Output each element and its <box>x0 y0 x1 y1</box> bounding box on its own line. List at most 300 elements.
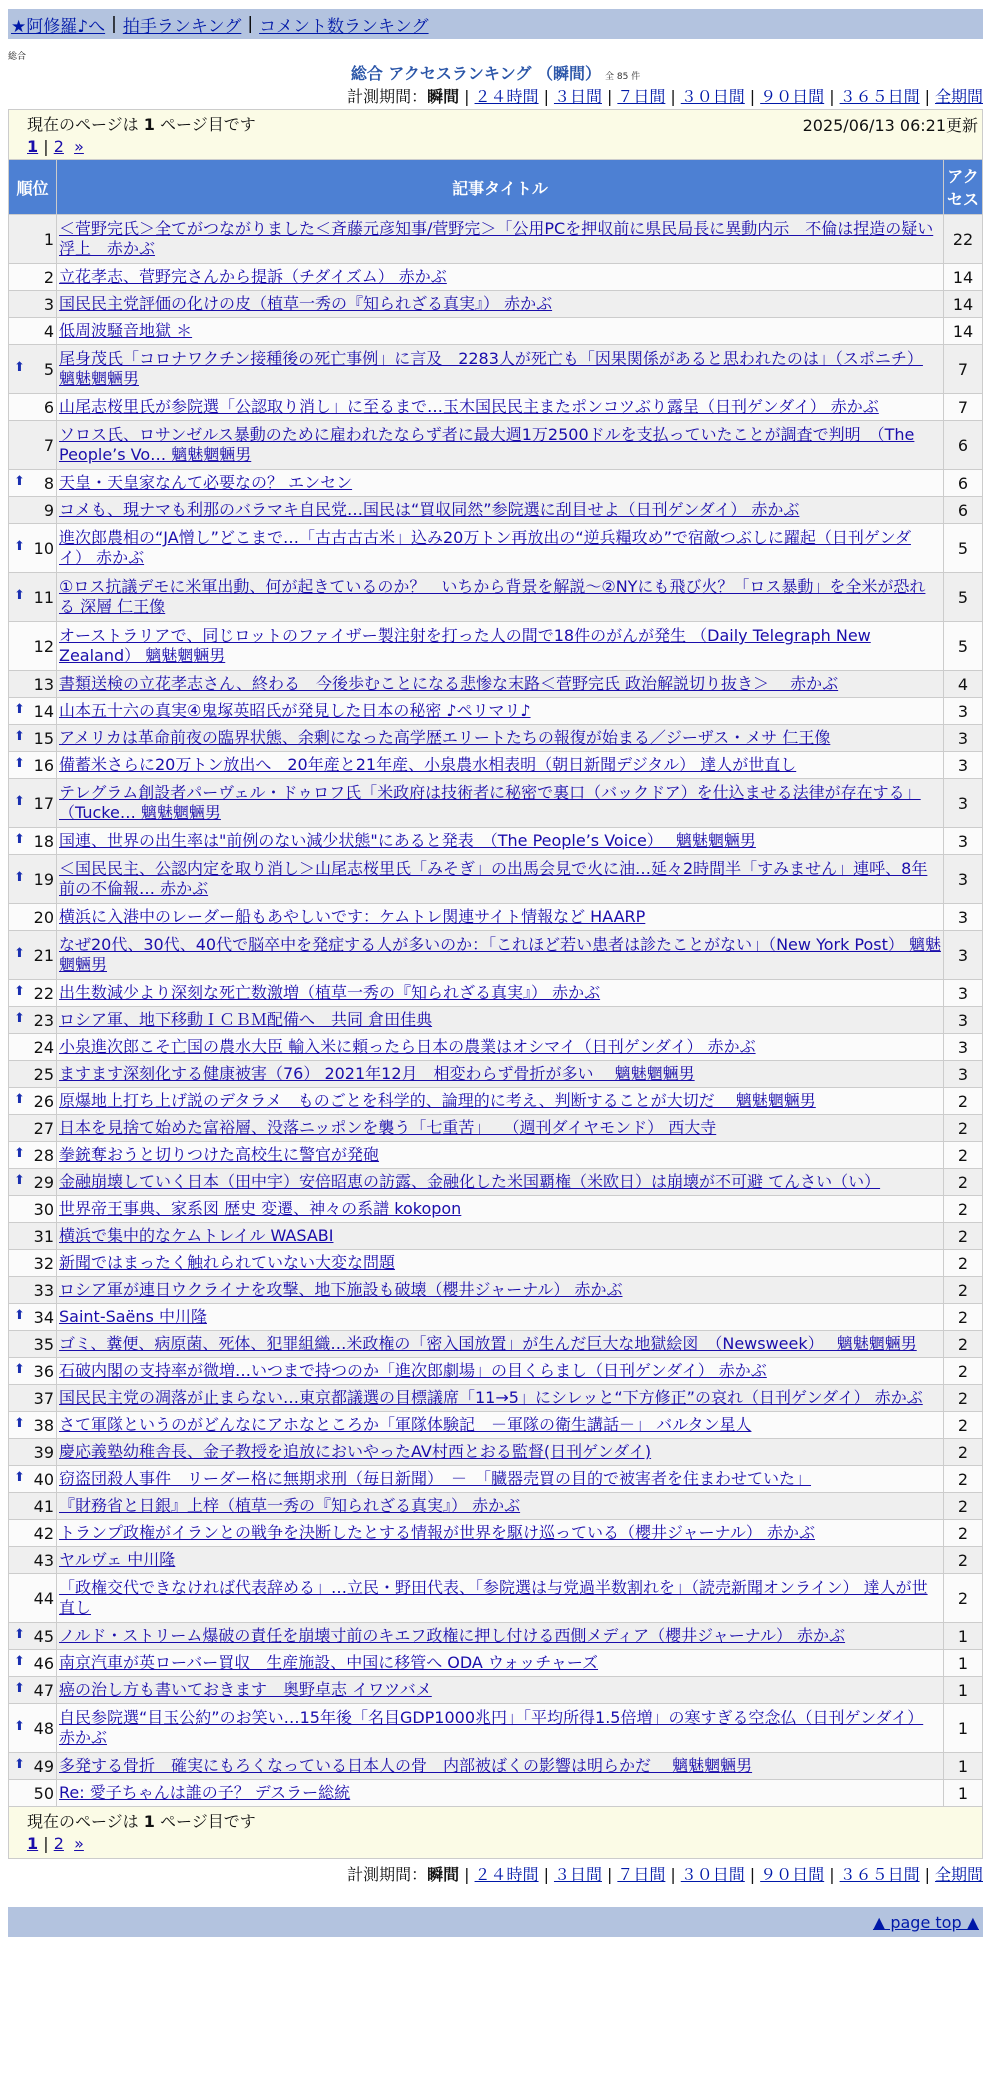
access-count: 3 <box>944 698 983 725</box>
access-count: 3 <box>944 828 983 855</box>
rank-up-arrow-icon: ⬆ <box>14 1091 25 1107</box>
rank-cell <box>9 421 57 470</box>
article-title-link[interactable]: ヤルヴェ 中川隆 <box>59 1550 176 1569</box>
article-title-link[interactable]: ゴミ、糞便、病原菌、死体、犯罪組織…米政権の「密入国放置」が生んだ巨大な地獄絵図 （Newsweek） 魑魅魍魎男 <box>59 1334 917 1353</box>
page-separator: | <box>43 1834 49 1853</box>
access-count: 1 <box>944 1704 983 1753</box>
period-label: 計測期間： <box>347 1865 428 1884</box>
access-count: 1 <box>944 1677 983 1704</box>
rank-number: 47 <box>33 1680 54 1700</box>
table-row <box>9 1412 983 1439</box>
rank-cell <box>9 752 57 779</box>
article-title-link[interactable]: Saint-Saëns 中川隆 <box>59 1307 207 1326</box>
table-row <box>9 1574 983 1623</box>
access-count: 3 <box>944 725 983 752</box>
period-option[interactable]: ３０日間 <box>680 87 745 106</box>
table-row <box>9 291 983 318</box>
rank-cell <box>9 980 57 1007</box>
rank-cell <box>9 1358 57 1385</box>
access-count: 4 <box>944 671 983 698</box>
table-row <box>9 622 983 671</box>
period-separator: | <box>924 87 930 106</box>
rank-up-arrow-icon: ⬆ <box>14 983 25 999</box>
rank-cell <box>9 470 57 497</box>
title-cell <box>57 1780 944 1807</box>
rank-cell <box>9 622 57 671</box>
title-cell <box>57 1547 944 1574</box>
rank-number: 33 <box>33 1280 54 1300</box>
article-title-link[interactable]: 「政権交代できなければ代表辞める」…立民・野田代表、「参院選は与党過半数割れを」（読売新聞オンライン） 達人が世直し <box>59 1578 928 1617</box>
article-title-link[interactable]: なぜ20代、30代、40代で脳卒中を発症する人が多いのか：「これほど若い患者は診たことがない」（New York Post） 魑魅魍魎男 <box>59 935 941 974</box>
article-title-link[interactable]: 横浜で集中的なケムトレイル WASABI <box>59 1226 334 1245</box>
table-row <box>9 1142 983 1169</box>
period-option[interactable]: ２４時間 <box>474 87 539 106</box>
rank-number: 45 <box>33 1626 54 1646</box>
page-2-link[interactable]: 2 <box>53 1834 64 1853</box>
next-page-link[interactable]: » <box>74 1834 84 1853</box>
rank-cell <box>9 1704 57 1753</box>
title-cell <box>57 394 944 421</box>
period-separator: | <box>543 87 549 106</box>
article-title-link[interactable]: ノルド・ストリーム爆破の責任を崩壊寸前のキエフ政権に押し付ける西側メディア（櫻井ジャーナル） 赤かぶ <box>59 1626 846 1645</box>
title-cell <box>57 725 944 752</box>
nav-separator: | <box>247 14 254 34</box>
rank-cell <box>9 1677 57 1704</box>
article-title-link[interactable]: テレグラム創設者パーヴェル・ドゥロフ氏「米政府は技術者に秘密で裏口（バックドア）を仕込ませる法律が存在する」（Tucke… 魑魅魍魎男 <box>59 783 921 822</box>
home-link[interactable]: ★阿修羅♪へ <box>11 16 106 37</box>
page-2-link[interactable]: 2 <box>53 137 64 156</box>
access-count: 2 <box>944 1331 983 1358</box>
rank-number: 40 <box>33 1469 54 1489</box>
rank-number: 28 <box>33 1145 54 1165</box>
table-row <box>9 752 983 779</box>
rank-cell <box>9 1650 57 1677</box>
article-title-link[interactable]: 世界帝王事典、家系図 歴史 変遷、神々の系譜 kokopon <box>59 1199 462 1218</box>
rank-up-arrow-icon: ⬆ <box>14 701 25 717</box>
article-title-link[interactable]: 国連、世界の出生率は"前例のない減少状態"にあると発表 （The People’s Voice） 魑魅魍魎男 <box>59 831 756 850</box>
access-count: 5 <box>944 524 983 573</box>
rank-cell <box>9 1493 57 1520</box>
article-title-link[interactable]: 備蓄米さらに20万トン放出へ 20年産と21年産、小泉農水相表明（朝日新聞デジタル） 達人が世直し <box>59 755 797 774</box>
rank-up-arrow-icon: ⬆ <box>14 1680 25 1696</box>
article-title-link[interactable]: オーストラリアで、同じロットのファイザー製注射を打った人の間で18件のがんが発生 （Daily Telegraph New Zealand） 魑魅魍魎男 <box>59 626 871 665</box>
access-column-header: アクセス <box>944 160 983 215</box>
table-row <box>9 1115 983 1142</box>
rank-cell <box>9 725 57 752</box>
article-title-link[interactable]: ＜国民民主、公認内定を取り消し＞山尾志桜里氏「みそぎ」の出馬会見で火に油…延々2時間半「すみません」連呼、8年前の不倫報… 赤かぶ <box>59 859 928 898</box>
rank-cell <box>9 1115 57 1142</box>
rank-number: 1 <box>43 229 54 249</box>
rank-cell <box>9 828 57 855</box>
rank-cell <box>9 1412 57 1439</box>
rank-cell <box>9 1385 57 1412</box>
rank-number: 4 <box>43 321 54 341</box>
rank-number: 11 <box>33 587 54 607</box>
article-title-link[interactable]: ますます深刻化する健康被害（76） 2021年12月 相変わらず骨折が多い 魑魅魍魎男 <box>59 1064 695 1083</box>
period-option: 瞬間 <box>427 1865 460 1884</box>
ranking-rows <box>9 215 983 1807</box>
rank-up-arrow-icon: ⬆ <box>14 1145 25 1161</box>
rank-number: 15 <box>33 728 54 748</box>
access-count: 2 <box>944 1547 983 1574</box>
title-cell <box>57 1142 944 1169</box>
table-header-row <box>9 160 983 215</box>
access-count: 6 <box>944 470 983 497</box>
table-row <box>9 904 983 931</box>
rank-up-arrow-icon: ⬆ <box>14 755 25 771</box>
rank-number: 12 <box>33 636 54 656</box>
table-row <box>9 1677 983 1704</box>
rank-cell <box>9 1439 57 1466</box>
access-count: 3 <box>944 1034 983 1061</box>
rank-up-arrow-icon: ⬆ <box>14 587 25 603</box>
rank-number: 29 <box>33 1172 54 1192</box>
access-count: 2 <box>944 1142 983 1169</box>
rank-cell <box>9 1061 57 1088</box>
article-title-link[interactable]: 多発する骨折 確実にもろくなっている日本人の骨 内部被ばくの影響は明らかだ 魑魅魍魎男 <box>59 1756 753 1775</box>
period-option[interactable]: 全期間 <box>934 87 983 106</box>
current-page-text: 現在のページは 1 ページ目です <box>27 115 256 134</box>
period-option[interactable]: 全期間 <box>934 1865 983 1884</box>
table-row <box>9 725 983 752</box>
access-count: 22 <box>944 215 983 264</box>
article-title-link[interactable]: 癌の治し方も書いておきます 奥野卓志 イワツバメ <box>59 1680 432 1699</box>
rank-column-header: 順位 <box>9 160 57 215</box>
article-title-link[interactable]: 国民民主党評価の化けの皮（植草一秀の『知られざる真実』） 赤かぶ <box>59 294 553 313</box>
rank-number: 10 <box>33 538 54 558</box>
rank-number: 43 <box>33 1550 54 1570</box>
footer-bar <box>8 1907 983 1937</box>
rank-up-arrow-icon: ⬆ <box>14 869 25 885</box>
table-row <box>9 1704 983 1753</box>
rank-cell <box>9 1088 57 1115</box>
title-cell <box>57 1466 944 1493</box>
rank-number: 13 <box>33 674 54 694</box>
access-count: 2 <box>944 1466 983 1493</box>
article-title-link[interactable]: 山尾志桜里氏が参院選「公認取り消し」に至るまで…玉木国民民主またポンコツぶり露呈（日刊ゲンダイ） 赤かぶ <box>59 397 879 416</box>
rank-cell <box>9 1142 57 1169</box>
rank-number: 38 <box>33 1415 54 1435</box>
period-separator: | <box>829 1865 835 1884</box>
table-row <box>9 215 983 264</box>
access-count: 2 <box>944 1304 983 1331</box>
rank-cell <box>9 1007 57 1034</box>
table-row <box>9 1547 983 1574</box>
access-count: 3 <box>944 779 983 828</box>
article-title-link[interactable]: 書類送検の立花孝志さん、終わる 今後歩むことになる悲惨な末路＜菅野完氏 政治解説切り抜き＞ 赤かぶ <box>59 674 839 693</box>
rank-cell <box>9 1277 57 1304</box>
table-row <box>9 1061 983 1088</box>
table-row <box>9 264 983 291</box>
article-title-link[interactable]: 小泉進次郎こそ亡国の農水大臣 輸入米に頼ったら日本の農業はオシマイ（日刊ゲンダイ） 赤かぶ <box>59 1037 756 1056</box>
rank-up-arrow-icon: ⬆ <box>14 1653 25 1669</box>
title-cell <box>57 1169 944 1196</box>
rank-cell <box>9 1753 57 1780</box>
table-row <box>9 1385 983 1412</box>
rank-cell <box>9 318 57 345</box>
period-option: 瞬間 <box>427 87 460 106</box>
pagination <box>27 137 974 156</box>
period-option[interactable]: ９０日間 <box>760 1865 825 1884</box>
period-option[interactable]: ３日間 <box>553 87 602 106</box>
title-cell <box>57 828 944 855</box>
article-title-link[interactable]: 金融崩壊していく日本（田中宇）安倍昭恵の訪露、金融化した米国覇権（米欧日）は崩壊が不可避 てんさい（い） <box>59 1172 881 1191</box>
title-cell <box>57 524 944 573</box>
table-row <box>9 1466 983 1493</box>
table-row <box>9 497 983 524</box>
article-title-link[interactable]: 山本五十六の真実④鬼塚英昭氏が発見した日本の秘密 ♪ペリマリ♪ <box>59 701 531 720</box>
title-cell <box>57 1623 944 1650</box>
article-title-link[interactable]: ロシア軍、地下移動ＩＣＢＭ配備へ 共同 倉田佳典 <box>59 1010 433 1029</box>
applause-ranking-link[interactable]: 拍手ランキング <box>122 16 242 37</box>
rank-number: 36 <box>33 1361 54 1381</box>
article-title-link[interactable]: 天皇・天皇家なんて必要なの？ エンセン <box>59 473 353 492</box>
rank-number: 17 <box>33 793 54 813</box>
access-count: 3 <box>944 855 983 904</box>
total-count: 全 85 件 <box>605 72 641 82</box>
period-option[interactable]: ７日間 <box>617 87 666 106</box>
access-count: 2 <box>944 1115 983 1142</box>
article-title-link[interactable]: 新聞ではまったく触れられていない大変な問題 <box>59 1253 396 1272</box>
title-cell <box>57 622 944 671</box>
article-title-link[interactable]: ①ロス抗議デモに米軍出動、何が起きているのか？ いちから背景を解説〜②NYにも飛び火？「ロス暴動」を全米が恐れる 深層 仁王像 <box>59 577 926 616</box>
rank-number: 18 <box>33 831 54 851</box>
rank-up-arrow-icon: ⬆ <box>14 1415 25 1431</box>
rank-number: 7 <box>43 435 54 455</box>
rank-number: 5 <box>43 359 54 379</box>
title-cell <box>57 1385 944 1412</box>
access-count: 2 <box>944 1412 983 1439</box>
article-title-link[interactable]: さて軍隊というのがどんなにアホなところか「軍隊体験記 －軍隊の衛生講話－」 バルタン星人 <box>59 1415 752 1434</box>
page <box>8 9 983 1937</box>
rank-cell <box>9 291 57 318</box>
article-title-link[interactable]: 原爆地上打ち上げ説のデタラメ ものごとを科学的、論理的に考え、判断することが大切だ 魑魅魍魎男 <box>59 1091 816 1110</box>
access-count: 3 <box>944 752 983 779</box>
article-title-link[interactable]: 横浜に入港中のレーダー船もあやしいです：ケムトレ関連サイト情報など HAARP <box>59 907 646 926</box>
ranking-title: 総合 アクセスランキング （瞬間） <box>350 64 601 83</box>
top-nav-bar <box>8 9 983 39</box>
article-title-link[interactable]: 進次郎農相の“JA憎し”どこまで…「古古古古米」込み20万トン再放出の“逆兵糧攻め”で宿敵つぶしに躍起（日刊ゲンダイ） 赤かぶ <box>59 528 911 567</box>
rank-cell <box>9 1196 57 1223</box>
rank-up-arrow-icon: ⬆ <box>14 1469 25 1485</box>
title-cell <box>57 671 944 698</box>
article-title-link[interactable]: 出生数減少より深刻な死亡数激増（植草一秀の『知られざる真実』） 赤かぶ <box>59 983 601 1002</box>
table-row <box>9 421 983 470</box>
ranking-table <box>8 159 983 1807</box>
rank-number: 3 <box>43 294 54 314</box>
title-cell <box>57 1061 944 1088</box>
rank-number: 42 <box>33 1523 54 1543</box>
period-option[interactable]: ３６５日間 <box>839 1865 920 1884</box>
table-row <box>9 855 983 904</box>
article-title-link[interactable]: トランプ政権がイランとの戦争を決断したとする情報が世界を駆け巡っている（櫻井ジャーナル） 赤かぶ <box>59 1523 815 1542</box>
table-row <box>9 779 983 828</box>
rank-number: 30 <box>33 1199 54 1219</box>
period-option[interactable]: ２４時間 <box>474 1865 539 1884</box>
rank-cell <box>9 345 57 394</box>
title-cell <box>57 573 944 622</box>
rank-cell <box>9 1250 57 1277</box>
table-row <box>9 1169 983 1196</box>
rank-number: 6 <box>43 397 54 417</box>
table-row <box>9 1250 983 1277</box>
rank-number: 14 <box>33 701 54 721</box>
period-separator: | <box>670 1865 676 1884</box>
period-separator: | <box>749 87 756 106</box>
rank-up-arrow-icon: ⬆ <box>14 728 25 744</box>
rank-cell <box>9 394 57 421</box>
rank-number: 39 <box>33 1442 54 1462</box>
access-count: 7 <box>944 345 983 394</box>
title-cell <box>57 1250 944 1277</box>
page-1-link[interactable]: 1 <box>27 137 39 156</box>
access-count: 5 <box>944 622 983 671</box>
access-count: 2 <box>944 1169 983 1196</box>
rank-cell <box>9 1169 57 1196</box>
title-cell <box>57 1574 944 1623</box>
table-row <box>9 1034 983 1061</box>
rank-up-arrow-icon: ⬆ <box>14 1361 25 1377</box>
pagination <box>27 1834 974 1853</box>
title-cell <box>57 1520 944 1547</box>
title-cell <box>57 904 944 931</box>
period-option[interactable]: ７日間 <box>617 1865 666 1884</box>
access-count: 2 <box>944 1250 983 1277</box>
access-count: 2 <box>944 1358 983 1385</box>
rank-number: 44 <box>33 1588 54 1608</box>
table-row <box>9 980 983 1007</box>
title-cell <box>57 931 944 980</box>
article-title-link[interactable]: 石破内閣の支持率が微増…いつまで持つのか「進次郎劇場」の目くらまし（日刊ゲンダイ） 赤かぶ <box>59 1361 767 1380</box>
title-cell <box>57 1034 944 1061</box>
access-count: 2 <box>944 1223 983 1250</box>
rank-cell <box>9 1623 57 1650</box>
rank-number: 26 <box>33 1091 54 1111</box>
rank-cell <box>9 1466 57 1493</box>
table-row <box>9 345 983 394</box>
rank-number: 32 <box>33 1253 54 1273</box>
rank-cell <box>9 264 57 291</box>
updated-timestamp: 2025/06/13 06:21更新 <box>802 116 978 135</box>
article-title-link[interactable]: 国民民主党の凋落が止まらない…東京都議選の目標議席「11→5」にシレッと“下方修正”の哀れ（日刊ゲンダイ） 赤かぶ <box>59 1388 923 1407</box>
period-option[interactable]: ３日間 <box>553 1865 602 1884</box>
article-title-link[interactable]: 尾身茂氏「コロナワクチン接種後の死亡事例」に言及 2283人が死亡も「因果関係があると思われたのは」（スポニチ） 魑魅魍魎男 <box>59 349 923 388</box>
page-1-link[interactable]: 1 <box>27 1834 39 1853</box>
access-count: 6 <box>944 497 983 524</box>
table-row <box>9 1520 983 1547</box>
rank-up-arrow-icon: ⬆ <box>14 831 25 847</box>
title-cell <box>57 1493 944 1520</box>
page-top-link[interactable]: ▲ page top ▲ <box>872 1912 979 1932</box>
period-separator: | <box>924 1865 930 1884</box>
title-cell <box>57 421 944 470</box>
title-cell <box>57 1331 944 1358</box>
title-cell <box>57 1439 944 1466</box>
comment-ranking-link[interactable]: コメント数ランキング <box>259 16 429 37</box>
nav-separator: | <box>111 14 117 34</box>
category-label: 総合 <box>8 52 27 62</box>
article-title-link[interactable]: コメも、現ナマも利那のバラマキ自民党…国民は“買収同然”参院選に刮目せよ（日刊ゲンダイ） 赤かぶ <box>59 500 800 519</box>
title-column-header: 記事タイトル <box>57 160 944 215</box>
article-title-link[interactable]: 立花孝志、菅野完さんから提訴（チダイズム） 赤かぶ <box>59 267 447 286</box>
article-title-link[interactable]: 『財務省と日銀』上梓（植草一秀の『知られざる真実』） 赤かぶ <box>59 1496 521 1515</box>
table-row <box>9 1331 983 1358</box>
title-cell <box>57 779 944 828</box>
article-title-link[interactable]: 日本を見捨て始めた富裕層、没落ニッポンを襲う「七重苦」 （週刊ダイヤモンド） 西大寺 <box>59 1118 717 1137</box>
title-cell <box>57 855 944 904</box>
article-title-link[interactable]: 拳銃奪おうと切りつけた高校生に警官が発砲 <box>59 1145 380 1164</box>
period-option[interactable]: ９０日間 <box>760 87 825 106</box>
period-separator: | <box>670 87 676 106</box>
title-cell <box>57 1223 944 1250</box>
rank-number: 48 <box>33 1718 54 1738</box>
rank-cell <box>9 779 57 828</box>
rank-cell <box>9 1520 57 1547</box>
rank-cell <box>9 1547 57 1574</box>
title-cell <box>57 1277 944 1304</box>
title-cell <box>57 698 944 725</box>
title-cell <box>57 215 944 264</box>
article-title-link[interactable]: 南京汽車が英ローバー買収 生産施設、中国に移管へ ODA ウォッチャーズ <box>59 1653 599 1672</box>
table-row <box>9 573 983 622</box>
table-row <box>9 1650 983 1677</box>
period-option[interactable]: ３６５日間 <box>839 87 920 106</box>
table-row <box>9 828 983 855</box>
rank-up-arrow-icon: ⬆ <box>14 1718 25 1734</box>
rank-number: 35 <box>33 1334 54 1354</box>
current-page-text: 現在のページは 1 ページ目です <box>27 1812 256 1831</box>
article-title-link[interactable]: Re: 愛子ちゃんは誰の子？ デスラー総統 <box>59 1783 351 1802</box>
rank-cell <box>9 1331 57 1358</box>
article-title-link[interactable]: 自民参院選“目玉公約”のお笑い…15年後「名目GDP1000兆円」「平均所得1.5倍増」の寒すぎる空念仏（日刊ゲンダイ） 赤かぶ <box>59 1708 924 1747</box>
period-option[interactable]: ３０日間 <box>680 1865 745 1884</box>
rank-number: 27 <box>33 1118 54 1138</box>
rank-up-arrow-icon: ⬆ <box>14 473 25 489</box>
access-count: 3 <box>944 1061 983 1088</box>
rank-up-arrow-icon: ⬆ <box>14 1307 25 1323</box>
access-count: 7 <box>944 394 983 421</box>
title-cell <box>57 1196 944 1223</box>
article-title-link[interactable]: アメリカは革命前夜の臨界状態、余剰になった高学歴エリートたちの報復が始まる／ジーザス・メサ 仁王像 <box>59 728 831 747</box>
rank-number: 25 <box>33 1064 54 1084</box>
title-cell <box>57 291 944 318</box>
table-row <box>9 1623 983 1650</box>
rank-number: 49 <box>33 1756 54 1776</box>
rank-up-arrow-icon: ⬆ <box>14 1626 25 1642</box>
period-separator: | <box>543 1865 549 1884</box>
access-count: 6 <box>944 421 983 470</box>
article-title-link[interactable]: 低周波騒音地獄 ＊ <box>59 321 193 340</box>
rank-number: 19 <box>33 869 54 889</box>
title-cell <box>57 345 944 394</box>
next-page-link[interactable]: » <box>74 137 84 156</box>
rank-up-arrow-icon: ⬆ <box>14 1010 25 1026</box>
rank-number: 31 <box>33 1226 54 1246</box>
rank-up-arrow-icon: ⬆ <box>14 793 25 809</box>
table-row <box>9 1277 983 1304</box>
article-title-link[interactable]: 窃盗団殺人事件 リーダー格に無期求刑（毎日新聞） － 「臓器売買の目的で被害者を住まわせていた」 <box>59 1469 812 1488</box>
rank-number: 41 <box>33 1496 54 1516</box>
access-count: 14 <box>944 291 983 318</box>
article-title-link[interactable]: 慶応義塾幼稚舎長、金子教授を追放においやったAV村西とおる監督(日刊ゲンダイ) <box>59 1442 652 1461</box>
article-title-link[interactable]: ソロス氏、ロサンゼルス暴動のために雇われたならず者に最大週1万2500ドルを支払っていたことが調査で判明 （The People’s Vo… 魑魅魍魎男 <box>59 425 915 464</box>
page-title <box>8 63 983 85</box>
article-title-link[interactable]: ＜菅野完氏＞全てがつながりました＜斉藤元彦知事/菅野完＞「公用PCを押収前に県民局長に異動内示 不倫は捏造の疑い浮上 赤かぶ <box>59 219 934 258</box>
title-cell <box>57 497 944 524</box>
title-cell <box>57 1088 944 1115</box>
article-title-link[interactable]: ロシア軍が連日ウクライナを攻撃、地下施設も破壊（櫻井ジャーナル） 赤かぶ <box>59 1280 623 1299</box>
rank-up-arrow-icon: ⬆ <box>14 359 25 375</box>
